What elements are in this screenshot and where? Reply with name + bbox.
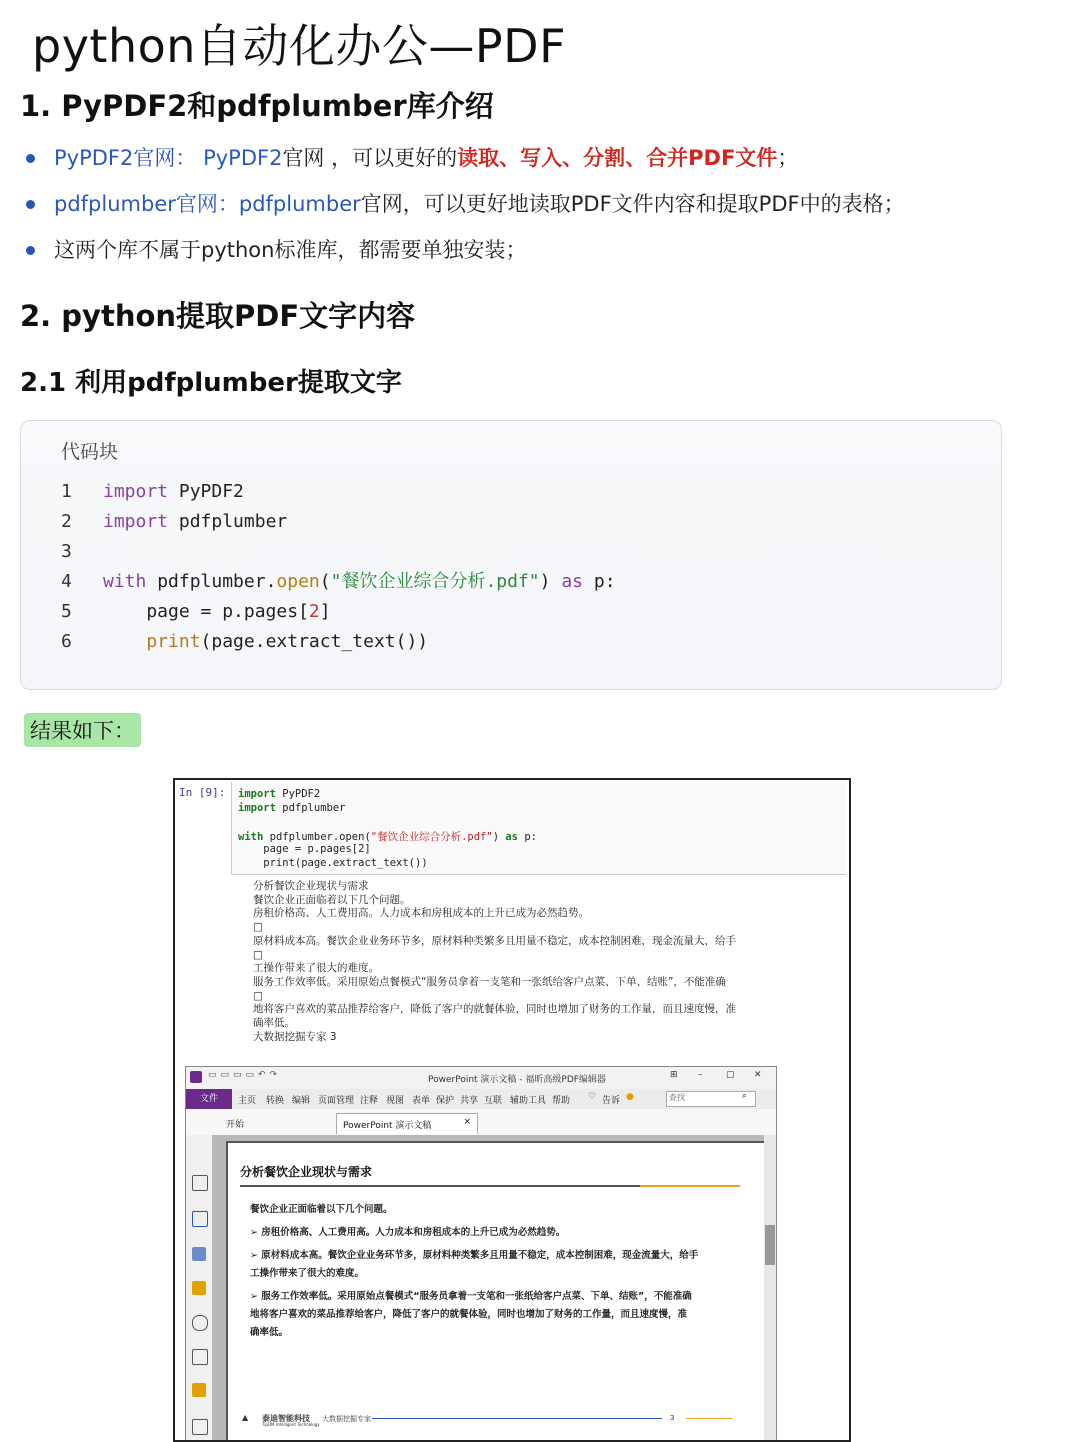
bullet-dot [26,200,35,209]
slide-line: 地将客户喜欢的菜品推荐给客户，降低了客户的就餐体验，同时也增加了财务的工作量，而且速度慢，准 [250,1309,688,1320]
left-panel [186,1135,213,1441]
output-line: 分析餐饮企业现状与需求 [253,880,369,892]
maximize-icon[interactable]: ▢ [726,1070,735,1080]
pypdf2-site-link[interactable]: PyPDF2官网： [54,146,197,170]
menu-form[interactable]: 表单 [412,1096,431,1106]
pdf-editor-window [185,1066,777,1442]
menu-page-manage[interactable]: 页面管理 [318,1096,355,1106]
document-tabs [186,1109,776,1136]
search-input[interactable]: 查找 [666,1091,756,1107]
code-text: with pdfplumber.open("餐饮企业综合分析.pdf") as p: [103,571,616,592]
code-text: page = p.pages[2] [103,601,331,622]
scrollbar-thumb[interactable] [765,1225,775,1265]
bullet-text: 这两个库不属于python标准库，都需要单独安装； [54,238,527,262]
pdfplumber-site-link[interactable]: pdfplumber官网： [54,192,239,216]
code-block [20,420,1002,690]
code-text: print(page.extract_text()) [146,631,429,652]
pypdf2-link[interactable]: PyPDF2 [203,146,283,170]
section-2-heading: 2. python提取PDF文字内容 [20,299,416,333]
output-line: 餐饮企业正面临着以下几个问题。 [253,893,411,906]
window-title: PowerPoint 演示文稿 - 福昕高级PDF编辑器 [428,1075,606,1085]
emphasis-text: 读取、写入、分割、合并PDF文件 [457,146,778,170]
bookmark-icon[interactable] [192,1175,208,1191]
notebook-code-cell[interactable] [231,782,846,875]
properties-icon[interactable] [192,1419,208,1435]
quick-access-toolbar[interactable]: ▭▭▭▭↶↷ [208,1070,282,1080]
slide-title: 分析餐饮企业现状与需求 [240,1165,373,1179]
slide-line: 确率低。 [250,1327,289,1338]
bullet-tail: ； [777,146,799,170]
menu-connect[interactable]: 互联 [484,1096,503,1106]
cell-line: import PyPDF2 [238,788,321,800]
footer-logo-icon: ▲ [242,1413,249,1422]
menu-share[interactable]: 共享 [460,1096,479,1106]
lock-icon[interactable] [192,1383,206,1397]
title-rule [240,1185,740,1187]
slide-line: ➢ 服务工作效率低。采用原始点餐模式“服务员拿着一支笔和一张纸给客户点菜、下单、结账”，不能准确 [250,1291,692,1302]
output-line: 原材料成本高。餐饮企业业务环节多，原材料种类繁多且用量不稳定，成本控制困难，现金流量大，给手 [253,934,736,947]
line-number: 2 [61,511,72,532]
slide-line: ➢ 原材料成本高。餐饮企业业务环节多，原材料种类繁多且用量不稳定，成本控制困难，现金流量大，给手 [250,1250,699,1261]
code-block-label: 代码块 [61,441,119,463]
line-number: 5 [61,601,72,622]
footer-page: 3 [670,1414,675,1422]
slide-line: 餐饮企业正面临着以下几个问题。 [250,1204,393,1215]
menu-accessibility[interactable]: 辅助工具 [510,1096,547,1106]
output-line: □ [253,921,263,934]
attachment-icon[interactable] [192,1315,208,1331]
result-label: 结果如下： [24,713,141,747]
code-text: import PyPDF2 [103,481,244,502]
layers-icon[interactable] [192,1247,206,1261]
output-line: 大数据挖掘专家 3 [253,1030,337,1043]
section-1-heading: 1. PyPDF2和pdfplumber库介绍 [20,89,494,123]
library-bullet-list [22,135,1062,273]
output-line: 房租价格高、人工费用高。人力成本和房租成本的上升已成为必然趋势。 [253,907,589,920]
output-line: 服务工作效率低。采用原始点餐模式“服务员拿着一支笔和一张纸给客户点菜、下单、结账”，不能准确 [253,975,726,988]
output-line: □ [253,989,263,1002]
output-line: □ [253,948,263,961]
lightbulb-icon[interactable]: ♡ [588,1092,597,1102]
tab-close-icon[interactable]: × [463,1117,471,1127]
line-number: 4 [61,571,72,592]
line-number: 3 [61,541,72,562]
result-screenshot [173,778,851,1442]
file-menu[interactable]: 文件 [186,1089,232,1109]
comments-icon[interactable] [192,1281,206,1295]
window-titlebar [186,1067,776,1089]
menu-protect[interactable]: 保护 [436,1096,455,1106]
bullet-text: 官网 ，可以更好的 [282,146,458,170]
section-2-1-heading: 2.1 利用pdfplumber提取文字 [20,368,402,398]
bullet-install-note [22,227,1062,273]
pdfplumber-link[interactable]: pdfplumber [238,192,361,216]
minimize-icon[interactable]: – [698,1070,703,1080]
cell-prompt: In [9]: [179,786,226,799]
smiley-icon[interactable]: ● [626,1092,634,1102]
footer-rule [372,1418,662,1419]
line-number: 6 [61,631,72,652]
bullet-dot [26,246,35,255]
slide-footer [242,1413,742,1429]
menu-comment[interactable]: 注释 [360,1096,379,1106]
bullet-text: 官网，可以更好地读取PDF文件内容和提取PDF中的表格； [360,192,905,216]
code-text: import pdfplumber [103,511,288,532]
output-line: 工操作带来了很大的难度。 [253,962,379,975]
bullet-pdfplumber [22,181,1062,227]
cell-line: import pdfplumber [238,802,346,814]
cell-line: print(page.extract_text()) [238,857,428,869]
footer-text: 大数据挖掘专家 [322,1415,371,1423]
output-line: 确率低。 [253,1017,295,1030]
bullet-pypdf2 [22,135,1062,181]
footer-brand-en: TipDM Intelligent Technology [262,1422,320,1427]
signature-icon[interactable] [192,1349,208,1365]
pdf-page [226,1141,768,1442]
menu-view[interactable]: 视图 [386,1096,405,1106]
vertical-scrollbar[interactable] [764,1135,776,1441]
line-number: 1 [61,481,72,502]
slide-line: 工操作带来了很大的难度。 [250,1268,365,1279]
ribbon-menu-bar [186,1089,776,1110]
cell-line: page = p.pages[2] [238,843,371,855]
tab-start[interactable]: 开始 [226,1120,245,1130]
tab-label: PowerPoint 演示文稿 [343,1121,432,1131]
app-logo-icon [190,1071,202,1083]
close-icon[interactable]: ✕ [754,1070,762,1080]
menu-edit[interactable]: 编辑 [292,1096,311,1106]
bullet-dot [26,154,35,163]
cell-line: with pdfplumber.open("餐饮企业综合分析.pdf") as p: [238,831,537,843]
document-canvas[interactable] [212,1135,764,1441]
output-line: 地将客户喜欢的菜品推荐给客户，降低了客户的就餐体验，同时也增加了财务的工作量，而且速度慢，准 [253,1003,736,1016]
tell-me-label[interactable]: 告诉 [602,1096,621,1106]
cell-output [253,880,843,1044]
slide-line: ➢ 房租价格高、人工费用高。人力成本和房租成本的上升已成为必然趋势。 [250,1227,566,1238]
page-title: python自动化办公—PDF [32,19,567,73]
tab-powerpoint[interactable] [336,1113,478,1134]
search-icon[interactable]: ⌕ [742,1091,748,1101]
footer-brand: 泰迪智能科技 [262,1414,310,1423]
menu-convert[interactable]: 转换 [266,1096,285,1106]
menu-help[interactable]: 帮助 [552,1096,571,1106]
pages-icon[interactable] [192,1211,208,1227]
menu-home[interactable]: 主页 [238,1096,257,1106]
footer-accent-rule [686,1418,732,1419]
layout-icon[interactable]: ⊞ [670,1070,678,1080]
